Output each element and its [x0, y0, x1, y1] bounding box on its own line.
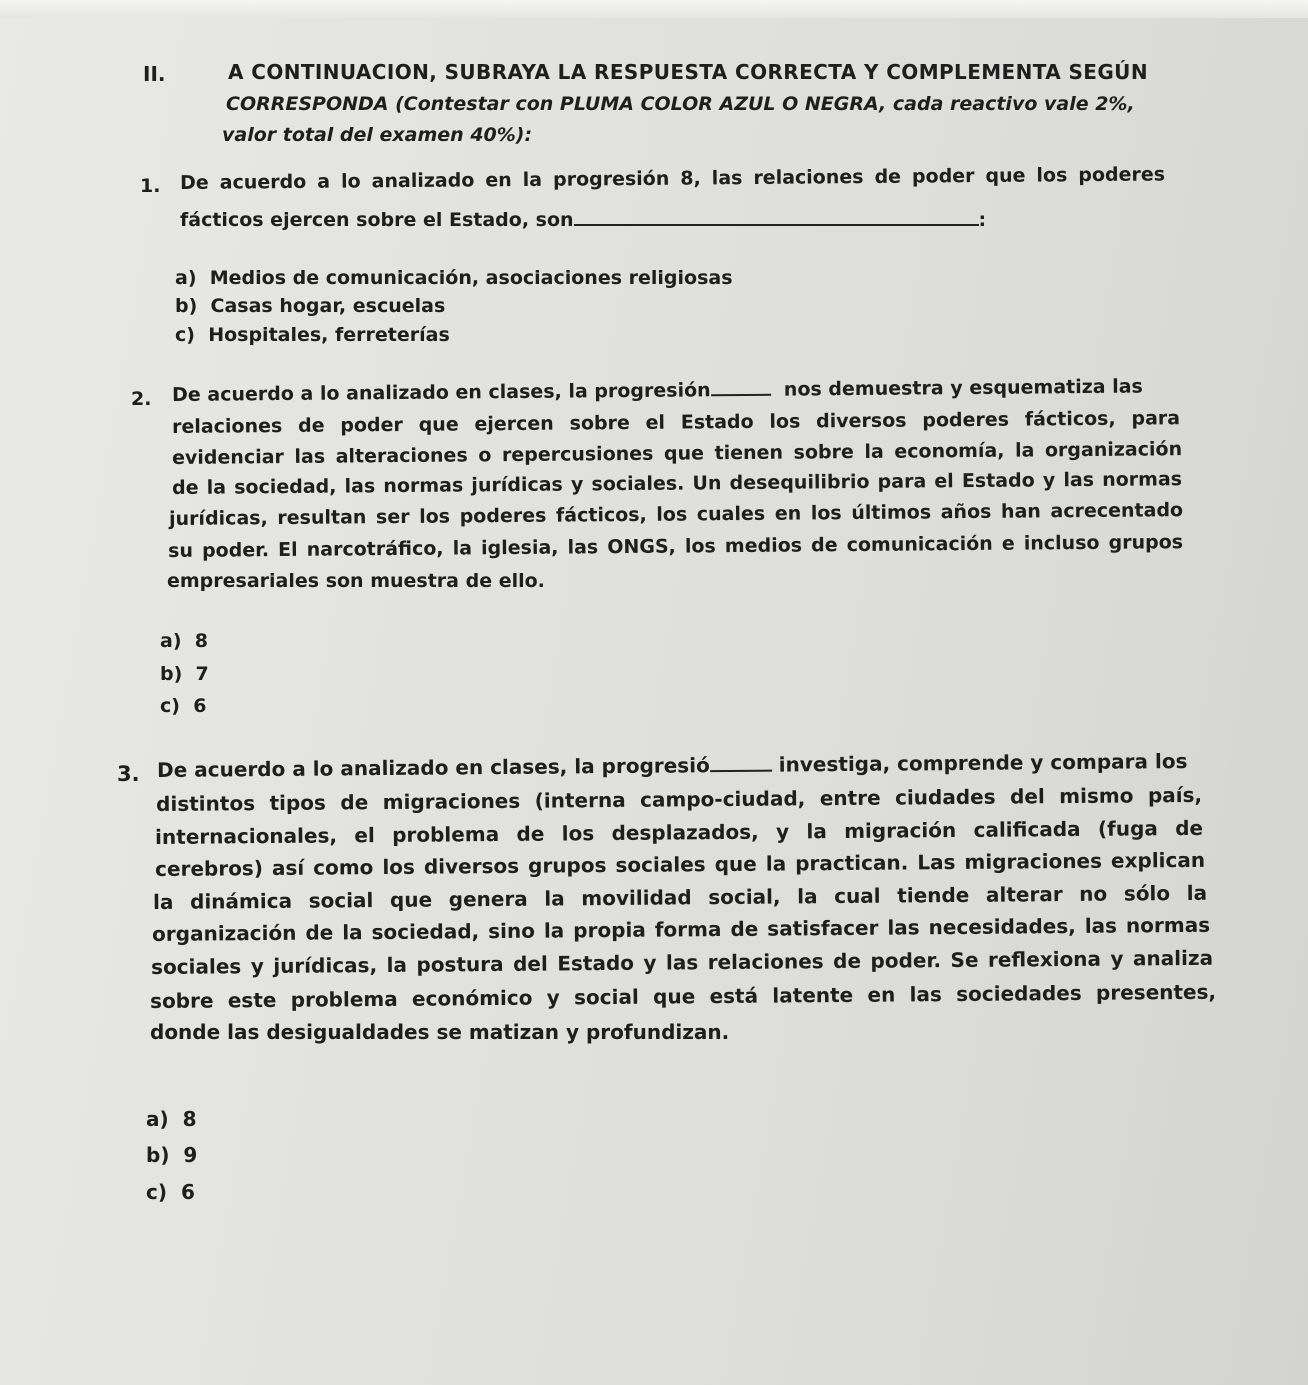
q2-stem-line-5: jurídicas, resultan ser los poderes fácticos, los cuales en los últimos años han acrecentado — [169, 499, 1184, 530]
q2-stem-line-3: evidenciar las alteraciones o repercusiones que tienen sobre la economía, la organización — [172, 438, 1183, 469]
option-text: 8 — [194, 630, 208, 652]
q3-stem-line-5: la dinámica social que genera la movilidad social, la cual tiende alterar no sólo la — [153, 880, 1208, 914]
q2-stem-line-4: de la sociedad, las normas jurídicas y sociales. Un desequilibrio para el Estado y las normas — [172, 468, 1183, 499]
q3-option-b[interactable] — [146, 1143, 197, 1167]
q3-option-c[interactable] — [146, 1180, 195, 1204]
option-letter: a) — [175, 267, 197, 289]
q3-stem-line-6: organización de la sociedad, sino la propia forma de satisfacer las necesidades, las normas — [152, 912, 1211, 946]
q1-number: 1. — [140, 175, 161, 197]
q1-stem-text: fácticos ejercen sobre el Estado, son — [180, 209, 574, 231]
q2-option-c[interactable] — [160, 695, 206, 717]
section-instructions-line-2: CORRESPONDA (Contestar con PLUMA COLOR AZUL O NEGRA, cada reactivo vale 2%, — [226, 93, 1135, 115]
section-instructions-line-1: A CONTINUACION, SUBRAYA LA RESPUESTA CORRECTA Y COMPLEMENTA SEGÚN — [228, 60, 1148, 84]
q1-option-b[interactable] — [175, 295, 445, 317]
q2-option-b[interactable] — [160, 663, 209, 685]
q3-stem-line-7: sociales y jurídicas, la postura del Estado y las relaciones de poder. Se reflexiona y analiza — [151, 945, 1214, 979]
option-letter: c) — [146, 1180, 167, 1204]
q1-answer-blank[interactable] — [574, 224, 979, 226]
option-text: 8 — [182, 1107, 197, 1131]
option-text: Medios de comunicación, asociaciones religiosas — [209, 267, 733, 289]
q2-stem-text-a: De acuerdo a lo analizado en clases, la progresión — [172, 379, 711, 406]
option-text: 7 — [195, 663, 209, 685]
q3-stem-text-b: investiga, comprende y compara los — [778, 749, 1188, 777]
option-letter: b) — [146, 1143, 170, 1167]
option-letter: c) — [175, 324, 195, 346]
option-letter: a) — [146, 1107, 169, 1131]
q3-stem-line-4: cerebros) así como los diversos grupos sociales que la practican. Las migraciones explican — [155, 847, 1206, 881]
q3-stem-line-3: internacionales, el problema de los desplazados, y la migración calificada (fuga de — [155, 815, 1204, 849]
option-text: 6 — [180, 1180, 195, 1204]
q1-option-c[interactable] — [175, 324, 450, 346]
option-text: Casas hogar, escuelas — [210, 295, 446, 317]
q1-stem-line-2 — [180, 209, 986, 231]
option-text: Hospitales, ferreterías — [208, 324, 450, 346]
q3-number: 3. — [117, 762, 140, 786]
q1-option-a[interactable] — [175, 267, 733, 289]
q2-option-a[interactable] — [160, 630, 208, 652]
q3-option-a[interactable] — [146, 1107, 197, 1131]
option-text: 9 — [183, 1143, 198, 1167]
q1-stem-line-1: De acuerdo a lo analizado en la progresión 8, las relaciones de poder que los poderes — [180, 163, 1166, 194]
q3-stem-text-a: De acuerdo a lo analizado en clases, la progresió — [157, 753, 710, 782]
q3-stem-line-1 — [157, 749, 1188, 782]
option-letter: b) — [160, 663, 183, 685]
q2-stem-line-6: su poder. El narcotráfico, la iglesia, las ONGS, los medios de comunicación e incluso grupos — [168, 531, 1184, 562]
q2-number: 2. — [131, 388, 152, 410]
q3-stem-line-8: sobre este problema económico y social que está latente en las sociedades presentes, — [150, 979, 1217, 1013]
option-letter: b) — [175, 295, 198, 317]
q2-answer-blank[interactable] — [711, 394, 771, 397]
q2-stem-line-1 — [172, 376, 1143, 406]
paper-edge — [0, 0, 1308, 18]
q3-stem-line-9: donde las desigualdades se matizan y profundizan. — [150, 1020, 730, 1044]
q2-stem-text-b: nos demuestra y esquematiza las — [783, 375, 1143, 401]
q2-stem-line-7: empresariales son muestra de ello. — [167, 570, 545, 592]
section-number: II. — [143, 62, 166, 86]
q2-stem-line-2: relaciones de poder que ejercen sobre el Estado los diversos poderes fácticos, para — [172, 407, 1181, 438]
q1-stem-colon: : — [978, 209, 987, 231]
section-instructions-line-3: valor total del examen 40%): — [222, 124, 533, 146]
option-text: 6 — [193, 695, 207, 717]
q3-stem-line-2: distintos tipos de migraciones (interna campo-ciudad, entre ciudades del mismo país, — [156, 782, 1203, 816]
q3-answer-blank[interactable] — [710, 770, 772, 773]
option-letter: a) — [160, 630, 182, 652]
option-letter: c) — [160, 695, 180, 717]
